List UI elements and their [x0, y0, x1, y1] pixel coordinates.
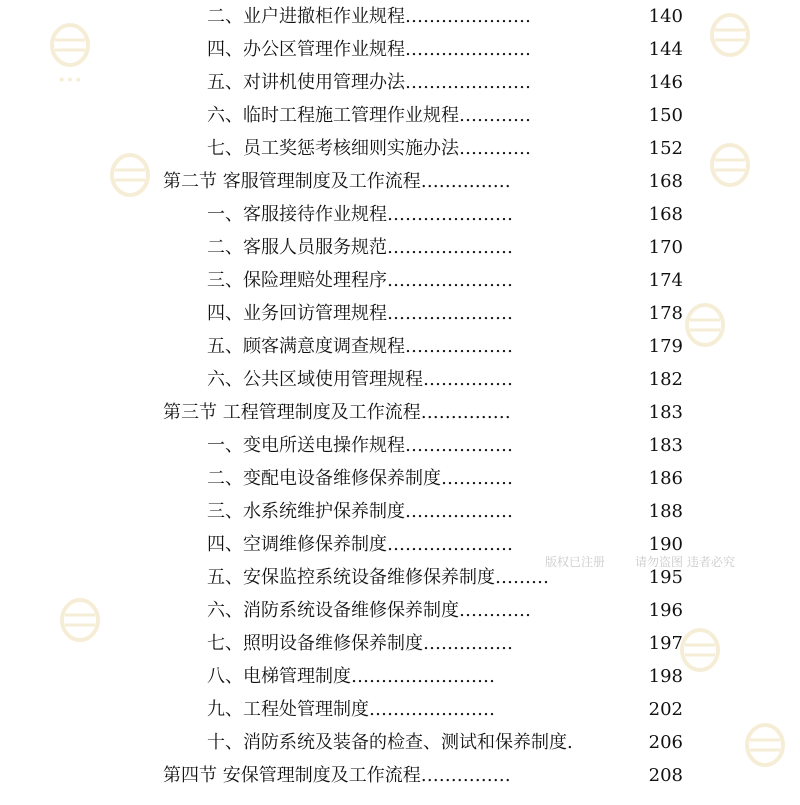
toc-entry-page: 188	[648, 501, 683, 522]
toc-entry-title: 八、电梯管理制度……………………	[207, 666, 495, 687]
toc-entry-title: 一、变电所送电操作规程………………	[207, 435, 513, 456]
toc-entry-page: 146	[648, 72, 683, 93]
svg-text:•••: •••	[57, 73, 83, 89]
toc-entry-page: 168	[648, 204, 683, 225]
toc-entry-page: 170	[648, 237, 683, 258]
toc-entry-page: 202	[648, 699, 683, 720]
toc-section-page: 183	[648, 402, 683, 423]
watermark-text: 请勿盗图 违者必究	[635, 555, 735, 569]
toc-entry	[0, 429, 800, 462]
toc-entry-title: 七、照明设备维修保养制度……………	[207, 633, 513, 654]
toc-entry	[0, 561, 800, 594]
toc-entry-title: 五、对讲机使用管理办法…………………	[207, 72, 531, 93]
toc-entry-title: 五、安保监控系统设备维修保养制度………	[207, 567, 549, 588]
toc-entry	[0, 363, 800, 396]
toc-entry	[0, 132, 800, 165]
toc-section-title: 第三节 工程管理制度及工作流程……………	[163, 402, 511, 423]
toc-entry-page: 197	[648, 633, 683, 654]
toc-entry-title: 四、办公区管理作业规程…………………	[207, 39, 531, 60]
toc-entry	[0, 462, 800, 495]
toc-entry-page: 183	[648, 435, 683, 456]
toc-entry-title: 二、变配电设备维修保养制度…………	[207, 468, 513, 489]
toc-entry-page: 179	[648, 336, 683, 357]
toc-entry-page: 140	[648, 6, 683, 27]
toc-entry-page: 190	[648, 534, 683, 555]
toc-entry-page: 150	[648, 105, 683, 126]
toc-entry	[0, 330, 800, 363]
toc-entry-title: 四、业务回访管理规程…………………	[207, 303, 513, 324]
toc-entry-title: 十、消防系统及装备的检查、测试和保养制度.	[207, 732, 573, 753]
toc-entry	[0, 627, 800, 660]
toc-entry	[0, 264, 800, 297]
toc-section-page: 208	[648, 765, 683, 786]
toc-entry-title: 六、临时工程施工管理作业规程…………	[207, 105, 531, 126]
toc-section-title: 第二节 客服管理制度及工作流程……………	[163, 171, 511, 192]
toc-section	[0, 165, 800, 198]
toc-entry	[0, 297, 800, 330]
toc-entry-title: 一、客服接待作业规程…………………	[207, 204, 513, 225]
toc-section	[0, 759, 800, 792]
toc-entry-page: 195	[648, 567, 683, 588]
toc-entry	[0, 693, 800, 726]
toc-section	[0, 396, 800, 429]
watermark-text: 版权已注册	[545, 555, 606, 569]
toc-entry-title: 三、保险理赔处理程序…………………	[207, 270, 513, 291]
toc-entry-title: 六、消防系统设备维修保养制度…………	[207, 600, 531, 621]
toc-entry	[0, 231, 800, 264]
toc-entry	[0, 66, 800, 99]
toc-entry-page: 178	[648, 303, 683, 324]
toc-entry	[0, 99, 800, 132]
toc-entry-title: 二、客服人员服务规范…………………	[207, 237, 513, 258]
toc-entry	[0, 594, 800, 627]
toc-entry	[0, 726, 800, 759]
toc-section-page: 168	[648, 171, 683, 192]
toc-entry-title: 三、水系统维护保养制度………………	[207, 501, 513, 522]
toc-entry-page: 196	[648, 600, 683, 621]
toc-entry	[0, 198, 800, 231]
toc-entry-page: 152	[648, 138, 683, 159]
toc-entry-title: 七、员工奖惩考核细则实施办法…………	[207, 138, 531, 159]
toc-entry	[0, 0, 800, 33]
toc-entry-title: 九、工程处管理制度…………………	[207, 699, 495, 720]
toc-section-title: 第四节 安保管理制度及工作流程……………	[163, 765, 511, 786]
toc-entry-page: 182	[648, 369, 683, 390]
toc-entry-page: 186	[648, 468, 683, 489]
toc-entry-title: 六、公共区域使用管理规程……………	[207, 369, 513, 390]
toc-entry-page: 206	[648, 732, 683, 753]
toc-entry-page: 198	[648, 666, 683, 687]
toc-entry-page: 174	[648, 270, 683, 291]
toc-entry	[0, 660, 800, 693]
toc-entry	[0, 33, 800, 66]
toc-entry	[0, 528, 800, 561]
toc-entry-title: 五、顾客满意度调查规程………………	[207, 336, 513, 357]
toc-entry-title: 四、空调维修保养制度…………………	[207, 534, 513, 555]
toc-entry-page: 144	[648, 39, 683, 60]
toc-entry-title: 二、业户进撤柜作业规程…………………	[207, 6, 531, 27]
toc-entry	[0, 495, 800, 528]
